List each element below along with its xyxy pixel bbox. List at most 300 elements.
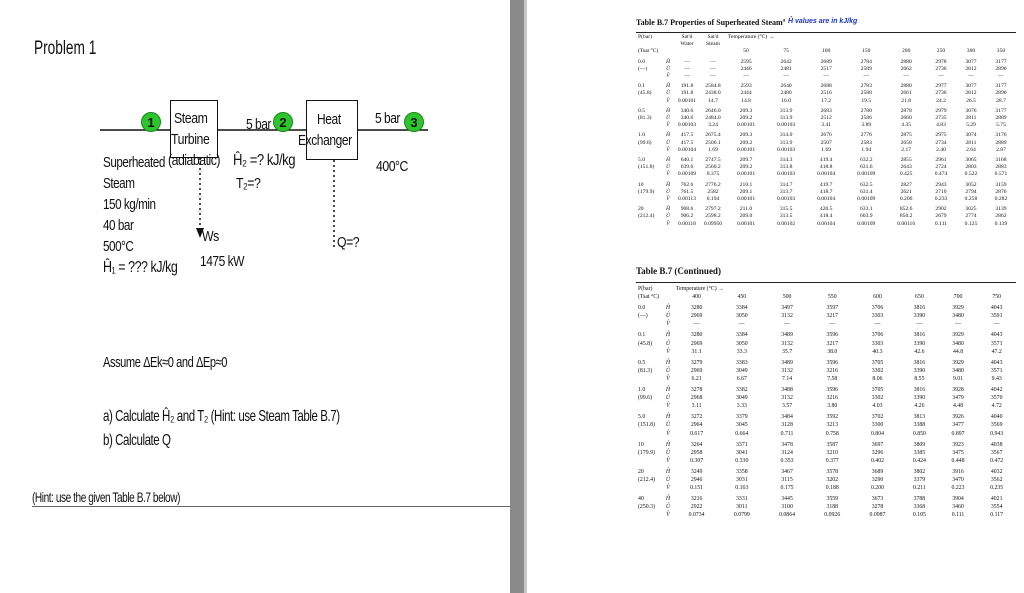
table2-value-cell: 0.472 [990, 457, 1004, 464]
table2-value-cell: 33.3 [736, 348, 747, 355]
table1-value-cell: 0.00102 [777, 220, 796, 227]
table2-value-cell: 3302 [871, 367, 884, 374]
table1-value-cell: — [783, 73, 789, 80]
table2-row [636, 484, 1016, 492]
table1-row [636, 154, 1016, 164]
table2-value-cell: 3497 [781, 305, 793, 312]
table1-row [636, 196, 1016, 203]
table1-value-cell: 2582 [707, 188, 719, 195]
table1-pressure-cell: (99.6) [638, 139, 652, 146]
table1-value-cell: 631.4 [859, 188, 873, 195]
table2-value-cell: 3928 [952, 387, 964, 394]
table2-value-cell: 3049 [736, 395, 748, 402]
table1-value-cell: — [684, 65, 690, 72]
table1-value-cell: 0.194 [706, 196, 720, 203]
table2-pressure-cell: 0.1 [638, 332, 646, 339]
table2-value-cell: 3296 [871, 449, 884, 456]
table2-value-cell: 3132 [781, 395, 793, 402]
table1-value-cell: 0.00101 [736, 146, 756, 153]
table1-value-cell: 2517 [820, 65, 832, 72]
table2-pressure-cell [636, 430, 662, 438]
table2-value-cell: 3050 [736, 340, 748, 347]
state-2-marker: 2 [273, 112, 293, 132]
shaft-work-label: Ws [202, 228, 219, 245]
table2-value-cell: 3.80 [827, 403, 838, 410]
table2-value-cell: 3702 [871, 414, 884, 421]
table2-value-cell: 3929 [952, 332, 964, 339]
table1-pressure-cell: (45.8) [638, 90, 652, 97]
inlet-conditions [103, 152, 177, 278]
table1-value-cell: 2662 [900, 65, 912, 72]
table2-value-cell: 3813 [913, 414, 926, 421]
table1-symbol-cell: Û [665, 139, 671, 146]
table2-value-cell: 3480 [952, 367, 964, 374]
table1-symbol-cell: Ĥ [665, 132, 671, 139]
table2-value-cell: 3011 [736, 504, 748, 511]
table2-symbol-cell: Û [665, 504, 671, 511]
heat-exchanger-box: Heat Exchanger [306, 100, 358, 160]
state-2-temperature: T₂=? [236, 175, 261, 192]
table1-value-cell: 2688 [820, 83, 832, 90]
table1-symbol-cell: V̂ [666, 220, 670, 227]
table2-value-cell: 3290 [871, 476, 884, 483]
table2-value-cell: 3384 [736, 305, 748, 312]
table2-value-cell: 2958 [690, 449, 703, 456]
table2-value-cell: 0.353 [780, 457, 794, 464]
table2-value-cell: 0.163 [735, 485, 749, 492]
table1-value-cell: 850.2 [899, 213, 913, 220]
table2-value-cell: 35.7 [781, 348, 793, 355]
table2-symbol-cell: V̂ [666, 485, 670, 492]
table2-value-cell: 3385 [913, 449, 926, 456]
table1-value-cell: 2.64 [966, 146, 976, 153]
table1-temp-300: 300 [966, 48, 976, 55]
table2-row [636, 312, 1016, 320]
table2-value-cell: 3049 [736, 367, 748, 374]
table2-value-cell: 3673 [871, 496, 884, 503]
table1-value-cell: 2507 [820, 139, 832, 146]
table2-value-cell: 3368 [913, 504, 926, 511]
table1-value-cell: 2724 [935, 164, 947, 171]
table2-temp-750: 750 [992, 294, 1002, 301]
table2-value-cell: 0.664 [735, 430, 749, 437]
table1-value-cell: 603.9 [859, 213, 873, 220]
table1-value-cell: 209.2 [739, 164, 753, 171]
table1-row [636, 140, 1016, 147]
table1-value-cell: 0.09950 [703, 220, 723, 227]
table2-value-cell: 0.758 [825, 430, 839, 437]
table2-value-cell: 3571 [990, 367, 1003, 374]
table2-value-cell: 3100 [781, 504, 793, 511]
table1-value-cell: — [968, 73, 974, 80]
table1-value-cell: 0.00103 [777, 196, 796, 203]
table2-value-cell: 3.57 [781, 403, 793, 410]
table2-value-cell: 0.0799 [733, 512, 750, 519]
table2-pressure-cell [636, 348, 662, 356]
table1-pressure-cell: (212.4) [638, 213, 655, 220]
table2-symbol-cell: Û [665, 367, 671, 374]
table1-value-cell: 211.0 [739, 206, 753, 213]
table1-value-cell: — [710, 65, 716, 72]
table2-value-cell: 3705 [871, 359, 884, 366]
table1-value-cell: — [684, 58, 690, 65]
table2-value-cell: 3904 [952, 496, 964, 503]
t1-hdr-temp: Temperature (°C) → [728, 34, 775, 40]
table2-value-cell: 0.307 [690, 457, 704, 464]
table1-value-cell: 2640 [780, 83, 792, 90]
table2-value-cell: 7.14 [781, 375, 793, 382]
table2-top-rule [636, 282, 1016, 283]
table1-symbol-cell: Ĥ [665, 157, 671, 164]
table1-value-cell: 640.1 [680, 157, 694, 164]
table1-value-cell: 3177 [995, 107, 1007, 114]
table2-value-cell: 0.111 [951, 512, 965, 519]
table2-value-cell: 3809 [913, 441, 926, 448]
table1-value-cell: 14.7 [708, 97, 718, 104]
table2-value-cell: 3358 [736, 468, 748, 475]
table2-value-cell: 3390 [913, 313, 926, 320]
table1-value-cell: 2797.2 [705, 206, 721, 213]
table1-pressure-cell [636, 122, 662, 129]
table2-temp-650: 650 [915, 294, 924, 301]
table2-row [636, 465, 1016, 476]
table2-value-cell: — [784, 321, 790, 328]
table1-value-cell: 2675.4 [705, 132, 721, 139]
table2-value-cell: 44.8 [952, 348, 964, 355]
table2-value-cell: 3788 [913, 496, 926, 503]
table2-value-cell: 3280 [690, 305, 703, 312]
table1-symbol-cell: V̂ [666, 171, 670, 178]
table1-value-cell: 2593 [740, 83, 752, 90]
table2-pressure-cell [636, 511, 662, 519]
assumption-text: Assume ΔEk≈0 and ΔEp≈0 [103, 354, 227, 371]
table1-value-cell: 2855 [900, 157, 912, 164]
table1-pressure-cell: 0.1 [638, 83, 645, 90]
table2-pressure-cell: (250.3) [638, 504, 655, 511]
table2-value-cell: 3484 [781, 414, 793, 421]
table1-value-cell: 3077 [965, 83, 977, 90]
table1-value-cell: 2642 [780, 58, 792, 65]
table2-value-cell: 0.105 [912, 512, 926, 519]
table1-value-cell: 2646.0 [705, 107, 721, 114]
table2-value-cell: — [738, 321, 745, 328]
table1-value-cell: 0.00104 [677, 146, 697, 153]
table2-value-cell: 3278 [871, 504, 884, 511]
table1-value-cell: 2661 [900, 90, 912, 97]
table2-row [636, 421, 1016, 429]
table2-value-cell: 3596 [826, 387, 839, 394]
table1-pressure-cell: 0.0 [638, 58, 645, 65]
table2-row [636, 492, 1016, 503]
table1-value-cell: 2683 [820, 107, 832, 114]
table2-value-cell: 3217 [826, 340, 839, 347]
t2-hdr-temp: Temperature (°C) → [676, 286, 724, 292]
table1-value-cell: 2560.2 [705, 164, 721, 171]
page-divider [510, 0, 524, 593]
table2-value-cell: 0.200 [870, 485, 884, 492]
table1-value-cell: 1.69 [708, 146, 718, 153]
table1-value-cell: 2484.0 [705, 115, 721, 122]
table1-row [636, 221, 1016, 228]
table2-pressure-cell: 20 [638, 468, 644, 475]
table1-value-cell: 762.6 [680, 181, 694, 188]
table2-pressure-cell [636, 320, 662, 328]
table1-value-cell: — [710, 73, 716, 80]
table2-value-cell: 3132 [781, 313, 793, 320]
table1-symbol-cell: Ĥ [665, 58, 671, 65]
table2-value-cell: 3706 [871, 332, 884, 339]
table2-value-cell: 3569 [990, 422, 1003, 429]
table1-value-cell: 2679 [935, 213, 947, 220]
table1-row [636, 90, 1016, 97]
table1-value-cell: 314.0 [779, 132, 793, 139]
table2-value-cell: 3115 [781, 476, 793, 483]
table1-pressure-cell: (81.3) [638, 115, 652, 122]
table1-pressure-cell: 1.0 [638, 132, 645, 139]
table2-value-cell: 3554 [990, 504, 1003, 511]
table1-value-cell: 2876 [995, 188, 1007, 195]
table2-symbol-cell: Ĥ [665, 414, 671, 421]
state-2-pressure: 5 bar [246, 116, 271, 133]
table1-row [636, 129, 1016, 139]
table1-value-cell: 2803 [965, 164, 977, 171]
table1-value-cell: 0.00109 [857, 171, 876, 178]
table2-row [636, 367, 1016, 375]
table1-value-cell: 0.474 [934, 171, 948, 178]
t2-hdr-p: P(bar) [638, 286, 653, 292]
table1-value-cell: 632.2 [859, 157, 873, 164]
state-2-enthalpy: Ĥ₂ =? kJ/kg [233, 152, 296, 169]
table1-value-cell: — [823, 73, 829, 80]
t2-hdr-tsat: (Tsat °C) [638, 294, 660, 301]
table2-symbol-cell: Û [665, 476, 671, 483]
table2-value-cell: 3470 [952, 476, 964, 483]
table1-value-cell: 3176 [995, 132, 1007, 139]
table2-row [636, 511, 1016, 519]
table1-value-cell: 2438.0 [705, 90, 721, 97]
table1-pressure-cell: (151.8) [638, 164, 655, 171]
table2-row [636, 320, 1016, 328]
table1-value-cell: 2979 [935, 107, 947, 114]
table2-value-cell: 3697 [871, 441, 884, 448]
table2-value-cell: 3816 [913, 387, 926, 394]
table2-value-cell: 3587 [826, 441, 839, 448]
inlet-phase-2: Steam [103, 175, 135, 192]
table2-value-cell: 3926 [952, 414, 964, 421]
table1-row [636, 80, 1016, 90]
steam-turbine-box: Steam Turbine [170, 100, 218, 158]
steam-table-1 [636, 34, 1016, 228]
table1-value-cell: 2812 [965, 90, 977, 97]
table1-value-cell: — [743, 73, 749, 80]
table2-value-cell: 3213 [826, 422, 839, 429]
table2-value-cell: 0.175 [780, 485, 794, 492]
table2-value-cell: 3132 [781, 340, 793, 347]
table2-value-cell: 3384 [736, 332, 748, 339]
table1-pressure-cell [636, 171, 662, 178]
table2-value-cell: 0.804 [870, 430, 884, 437]
table2-value-cell: 0.617 [690, 430, 704, 437]
table2-value-cell: 0.223 [951, 485, 965, 492]
table1-value-cell: 0.00101 [736, 122, 756, 129]
table2-value-cell: 31.1 [691, 348, 702, 355]
inlet-pressure: 40 bar [103, 217, 134, 234]
table1-value-cell: 2735 [935, 115, 947, 122]
table2-value-cell: 3045 [736, 422, 748, 429]
table2-value-cell: 3303 [871, 313, 884, 320]
table2-pressure-cell: 10 [638, 441, 644, 448]
table1-value-cell: 1.69 [821, 146, 832, 153]
table1-row [636, 203, 1016, 213]
table1-temp-200: 200 [901, 48, 911, 55]
table2-value-cell: 2969 [690, 340, 703, 347]
table2-value-cell: — [955, 321, 961, 328]
table2-value-cell: 3388 [913, 422, 926, 429]
table1-value-cell: 0.258 [964, 196, 978, 203]
table2-row [636, 340, 1016, 348]
table2-value-cell: 3570 [990, 395, 1003, 402]
table2-value-cell: 3272 [690, 414, 703, 421]
table1-value-cell: 0.522 [964, 171, 978, 178]
table1-symbol-cell: V̂ [666, 122, 670, 129]
table1-temp-350: 350 [996, 48, 1006, 55]
table2-value-cell: 3.11 [691, 403, 702, 410]
table2-value-cell: 4032 [990, 468, 1003, 475]
table1-value-cell: 2812 [965, 65, 977, 72]
table1-value-cell: 313.8 [779, 164, 793, 171]
table2-value-cell: 3489 [781, 332, 793, 339]
state-3-temperature: 400°C [376, 158, 408, 175]
table1-value-cell: 0.206 [899, 196, 913, 203]
table2-pressure-cell: 0.0 [638, 305, 646, 312]
table2-title: Table B.7 (Continued) [636, 266, 721, 276]
table2-value-cell: 47.2 [991, 348, 1002, 355]
table2-pressure-cell: (45.8) [638, 340, 653, 347]
table1-value-cell: 0.375 [706, 171, 720, 178]
table2-value-cell: 3210 [826, 449, 839, 456]
table2-value-cell: 0.850 [912, 430, 926, 437]
table1-temp-100: 100 [822, 48, 831, 55]
table1-value-cell: 0.111 [934, 220, 948, 227]
table2-symbol-cell: Û [665, 422, 671, 429]
table2-value-cell: 2964 [690, 422, 703, 429]
table1-value-cell: 3052 [965, 181, 977, 188]
table1-row [636, 115, 1016, 122]
table1-pressure-cell: 20 [638, 206, 644, 213]
table2-value-cell: 3041 [736, 449, 748, 456]
table1-value-cell: 852.6 [899, 206, 913, 213]
table2-value-cell: 0.235 [990, 485, 1004, 492]
t1-hdr-steam: Sat'd Steam [706, 34, 720, 48]
table1-symbol-cell: Ĥ [665, 83, 671, 90]
table2-value-cell: 3467 [781, 468, 793, 475]
table1-value-cell: 2710 [935, 188, 947, 195]
table1-value-cell: 191.8 [680, 90, 694, 97]
table2-symbol-cell: V̂ [666, 430, 670, 437]
table2-value-cell: 3264 [690, 441, 703, 448]
table1-value-cell: 5.75 [996, 122, 1006, 129]
table1-value-cell: 0.00101 [736, 171, 756, 178]
table1-value-cell: 2586 [860, 115, 872, 122]
table2-pressure-cell: (179.9) [638, 449, 655, 456]
table1-value-cell: 2.17 [901, 146, 912, 153]
table1-value-cell: 0.00103 [677, 122, 697, 129]
table1-value-cell: 340.6 [680, 115, 694, 122]
table1-value-cell: 0.00101 [736, 196, 756, 203]
table2-value-cell: 0.211 [912, 485, 926, 492]
table1-value-cell: 0.282 [994, 196, 1008, 203]
table2-row [636, 356, 1016, 367]
table1-value-cell: 3077 [965, 58, 977, 65]
table2-row [636, 328, 1016, 339]
table2-value-cell: 3390 [913, 395, 926, 402]
table1-value-cell: 3139 [995, 206, 1007, 213]
table1-value-cell: 2862 [995, 213, 1007, 220]
table1-value-cell: 2780 [860, 107, 872, 114]
table2-value-cell: 38.0 [827, 348, 838, 355]
table1-symbol-cell: Û [665, 65, 671, 72]
table2-value-cell: 3031 [736, 476, 748, 483]
table2-pressure-cell: (81.3) [638, 367, 653, 374]
table2-symbol-cell: Ĥ [665, 441, 671, 448]
table1-value-cell: 209.2 [739, 139, 753, 146]
table2-value-cell: 2922 [690, 504, 703, 511]
table1-value-cell: 2978 [935, 58, 947, 65]
table2-value-cell: 2946 [690, 476, 703, 483]
hint-text: (Hint: use the given Table B.7 below) [32, 489, 181, 505]
table2-value-cell: 0.424 [912, 457, 926, 464]
table1-pressure-cell [636, 98, 662, 105]
table2-symbol-cell: V̂ [666, 348, 670, 355]
table1-row [636, 147, 1016, 154]
table2-value-cell: 3279 [690, 359, 703, 366]
t1-hdr-tsat: (Tsat °C) [638, 48, 659, 55]
table1-value-cell: 2689 [820, 58, 832, 65]
table2-value-cell: 3379 [736, 414, 748, 421]
table1-value-cell: 3025 [965, 206, 977, 213]
table1-value-cell: 908.6 [680, 206, 694, 213]
table1-temp-50: 50 [743, 48, 749, 55]
table2-value-cell: 3445 [781, 496, 793, 503]
table2-value-cell: 0.897 [951, 430, 965, 437]
table2-value-cell: — [916, 321, 923, 328]
table1-value-cell: — [903, 73, 909, 80]
table2-pressure-cell: 40 [638, 496, 644, 503]
t1-hdr-p: P(bar) [638, 34, 652, 40]
table2-value-cell: 9.43 [991, 375, 1002, 382]
table1-value-cell: 2875 [900, 132, 912, 139]
table1-pressure-cell [636, 147, 662, 154]
table1-pressure-cell: 5.0 [638, 157, 645, 164]
table2-value-cell: 0.0987 [869, 512, 886, 519]
table2-value-cell: — [874, 321, 881, 328]
table1-value-cell: 0.00104 [817, 196, 836, 203]
table1-value-cell: 2811 [965, 115, 977, 122]
table2-value-cell: 3929 [952, 359, 964, 366]
table1-value-cell: 209.1 [739, 188, 753, 195]
table1-row [636, 73, 1016, 80]
table1-value-cell: 2883 [995, 164, 1007, 171]
table1-symbol-cell: Ĥ [665, 181, 671, 188]
table2-symbol-cell: V̂ [666, 457, 670, 464]
table1-temp-250: 250 [936, 48, 946, 55]
table2-value-cell: 3128 [781, 422, 793, 429]
table1-row [636, 179, 1016, 189]
table2-value-cell: 0.0926 [824, 512, 841, 519]
table2-value-cell: 7.58 [827, 375, 838, 382]
table2-value-cell: 3300 [871, 422, 884, 429]
table2-symbol-cell: V̂ [666, 512, 670, 519]
